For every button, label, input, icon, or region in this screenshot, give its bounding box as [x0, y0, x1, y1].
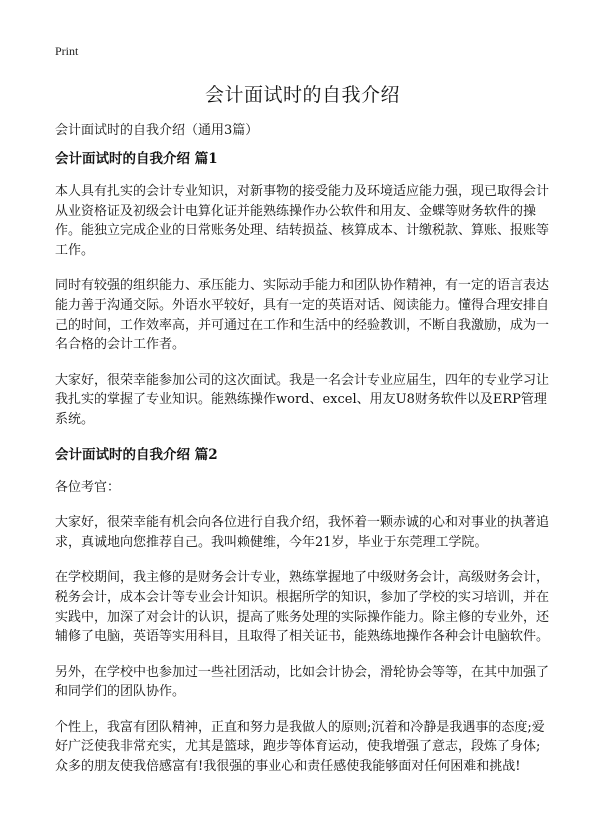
paragraph: 个性上，我富有团队精神，正直和努力是我做人的原则;沉着和冷静是我遇事的态度;爱好广泛使我非常充实，尤其是篮球，跑步等体育运动，使我增强了意志，段炼了身体;众多的朋友使我倍感富有!我很强的事业心和责任感使我能够面对任何困难和挑战!	[55, 719, 545, 775]
document-body	[55, 150, 550, 793]
paragraph: 另外，在学校中也参加过一些社团活动，比如会计协会，滑轮协会等等，在其中加强了和同学们的团队协作。	[55, 664, 550, 700]
page-title: 会计面试时的自我介绍	[204, 84, 400, 106]
document-subtitle: 会计面试时的自我介绍（通用3篇）	[55, 123, 259, 138]
section-heading: 会计面试时的自我介绍 篇2	[55, 446, 218, 463]
print-link[interactable]: Print	[55, 44, 79, 58]
paragraph: 本人具有扎实的会计专业知识，对新事物的接受能力及环境适应能力强，现已取得会计从业资格证及初级会计电算化证并能熟练操作办公软件和用友、金蝶等财务软件的操作。能独立完成企业的日常账务处理、结转损益、核算成本、计缴税款、算账、报账等工作。	[55, 184, 550, 258]
section-2	[55, 446, 550, 777]
paragraph: 大家好，很荣幸能参加公司的这次面试。我是一名会计专业应届生，四年的专业学习让我扎实的掌握了专业知识。能熟练操作word、excel、用友U8财务软件以及ERP管理系统。	[55, 372, 550, 427]
section-heading: 会计面试时的自我介绍 篇1	[55, 151, 218, 167]
paragraph: 大家好，很荣幸能有机会向各位进行自我介绍，我怀着一颗赤诚的心和对事业的执著追求，真诚地向您推荐自己。我叫赖健维，今年21岁，毕业于东莞理工学院。	[55, 515, 550, 550]
paragraph: 同时有较强的组织能力、承压能力、实际动手能力和团队协作精神，有一定的语言表达能力善于沟通交际。外语水平较好，具有一定的英语对话、阅读能力。懂得合理安排自己的时间，工作效率高，并可通过在工作和生活中的经验教训，不断自我激励，成为一名合格的会计工作者。	[55, 278, 550, 353]
paragraph: 在学校期间，我主修的是财务会计专业，熟练掌握地了中级财务会计，高级财务会计，税务会计，成本会计等专业会计知识。根据所学的知识，参加了学校的实习培训，并在实践中，加深了对会计的认识，提高了账务处理的实际操作能力。除主修的专业外，还辅修了电脑，英语等实用科目，且取得了相关证书，能熟练地操作各种会计电脑软件。	[55, 570, 550, 645]
section-1	[55, 150, 550, 430]
paragraph: 各位考官：	[55, 479, 121, 495]
